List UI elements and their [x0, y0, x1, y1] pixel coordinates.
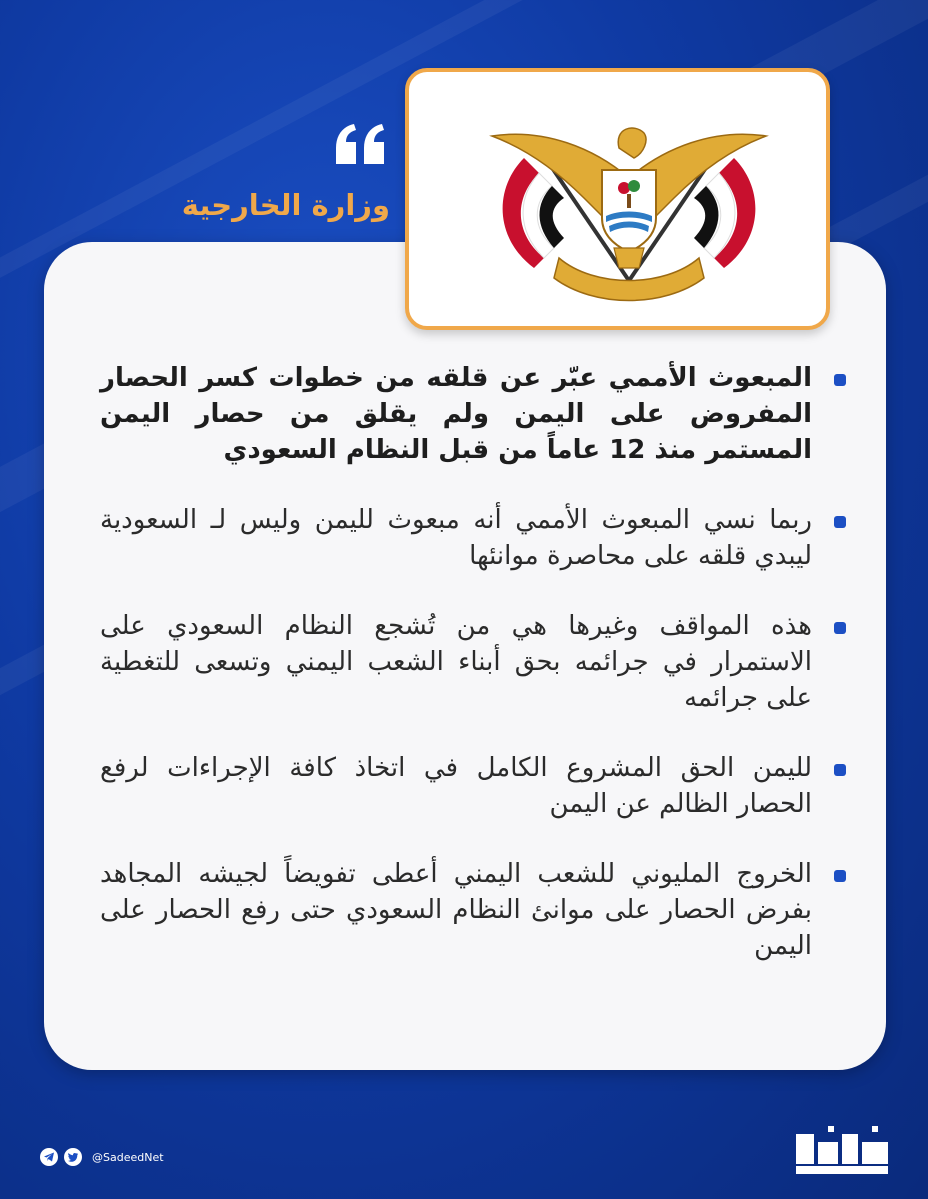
bullet-icon	[834, 516, 846, 528]
bullet-icon	[834, 764, 846, 776]
sadeed-logo-icon	[790, 1124, 895, 1182]
bullet-icon	[834, 622, 846, 634]
bullet-icon	[834, 870, 846, 882]
quote-icon	[330, 120, 390, 168]
list-item-text: هذه المواقف وغيرها هي من تُشجع النظام السعودي على الاستمرار في جرائمه بحق أبناء الشعب اليمني وتسعى للتغطية على جرائمه	[100, 611, 812, 713]
bullet-icon	[834, 374, 846, 386]
emblem-box	[405, 68, 830, 330]
list-item	[100, 360, 860, 468]
list-item-text: لليمن الحق المشروع الكامل في اتخاذ كافة الإجراءات لرفع الحصار الظالم عن اليمن	[100, 753, 812, 819]
social-footer	[40, 1146, 164, 1168]
list-item-text: المبعوث الأممي عبّر عن قلقه من خطوات كسر الحصار المفروض على اليمن ولم يقلق من حصار اليمن المستمر منذ 12 عاماً من قبل النظام السعودي	[100, 363, 812, 465]
list-item	[100, 502, 860, 574]
twitter-icon[interactable]	[64, 1148, 82, 1166]
list-item	[100, 856, 860, 964]
list-item-text: ربما نسي المبعوث الأممي أنه مبعوث لليمن وليس لـ السعودية ليبدي قلقه على محاصرة موانئها	[100, 505, 812, 571]
statement-list	[100, 360, 860, 998]
ministry-title: وزارة الخارجية	[181, 188, 390, 222]
social-handle[interactable]: @SadeedNet	[92, 1150, 164, 1164]
list-item-text: الخروج المليوني للشعب اليمني أعطى تفويضاً لجيشه المجاهد بفرض الحصار على موانئ النظام السعودي حتى رفع الحصار على اليمن	[100, 859, 812, 961]
yemen-emblem-icon	[484, 118, 774, 308]
telegram-icon[interactable]	[40, 1148, 58, 1166]
list-item	[100, 608, 860, 716]
list-item	[100, 750, 860, 822]
